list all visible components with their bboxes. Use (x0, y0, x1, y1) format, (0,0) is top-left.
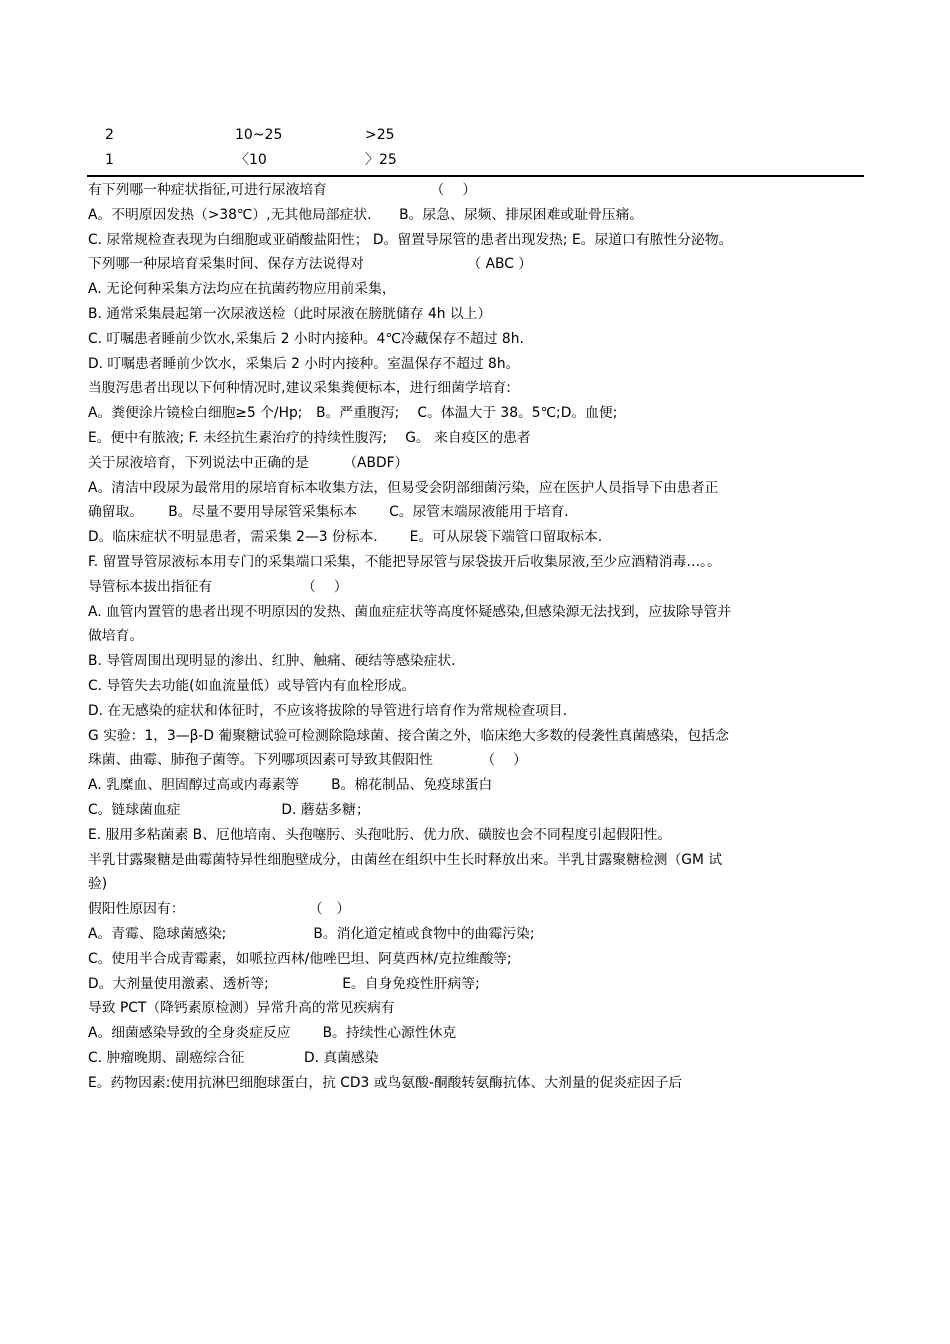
text-line: A. 无论何种采集方法均应在抗菌药物应用前采集， (88, 281, 396, 298)
document-body (88, 178, 866, 1095)
table-row (105, 148, 865, 173)
text-line: F. 留置导管尿液标本用专门的采集端口采集，不能把导尿管与尿袋拔开后收集尿液,至少应酒精消毒…。。 (88, 553, 721, 570)
text-line: B. 通常采集晨起第一次尿液送检（此时尿液在膀胱储存 4h 以上） (88, 305, 492, 322)
text-line: 验) (88, 876, 108, 893)
text-line: D。临床症状不明显患者，需采集 2—3 份标本. E。可从尿袋下端管口留取标本. (88, 529, 603, 546)
table-cell: 〈10 (235, 152, 267, 168)
table-cell: 10~25 (235, 127, 283, 143)
text-line: A。青霉、隐球菌感染; B。消化道定植或食物中的曲霉污染; (88, 925, 535, 942)
text-line: C。使用半合成青霉素，如哌拉西林/他唑巴坦、阿莫西林/克拉维酸等; (88, 950, 512, 967)
text-line: 假阳性原因有： （ ） (88, 901, 351, 918)
text-line: 关于尿液培育，下列说法中正确的是 （ABDF） (88, 454, 409, 471)
text-line: 珠菌、曲霉、肺孢子菌等。下列哪项因素可导致其假阳性 （ ） (88, 752, 527, 769)
text-line: C。链球菌血症 D. 蘑菇多糖； (88, 801, 370, 818)
text-line: E. 服用多粘菌素 B、厄他培南、头孢噻肟、头孢吡肟、优力欣、磺胺也会不同程度引起假阳性。 (88, 826, 672, 843)
text-line: C. 尿常规检查表现为白细胞或亚硝酸盐阳性； D。留置导尿管的患者出现发热; E。尿道口有脓性分泌物。 (88, 231, 733, 248)
text-line: 导致 PCT（降钙素原检测）异常升高的常见疾病有 (88, 1000, 395, 1017)
text-line: C. 叮嘱患者睡前少饮水,采集后 2 小时内接种。4℃冷藏保存不超过 8h. (88, 330, 524, 347)
text-line: C. 导管失去功能(如血流量低）或导管内有血栓形成。 (88, 677, 416, 694)
table-cell: 〉25 (365, 152, 397, 168)
text-line: D. 在无感染的症状和体征时，不应该将拔除的导管进行培育作为常规检查项目. (88, 702, 568, 719)
text-line: A。不明原因发热（>38℃）,无其他局部症状. B。尿急、尿频、排尿困难或耻骨压痛。 (88, 206, 644, 223)
text-line: A。粪便涂片镜检白细胞≥5 个/Hp; B。严重腹泻; C。体温大于 38。5℃;D。血便; (88, 405, 618, 422)
table-cell: 1 (105, 152, 114, 168)
text-line: G 实验：1，3—β-D 葡聚糖试验可检测除隐球菌、接合菌之外，临床绝大多数的侵袭性真菌感染，包括念 (88, 727, 729, 744)
text-line: 有下列哪一种症状指征,可进行尿液培育 （ ） (88, 182, 477, 198)
text-line: D. 叮嘱患者睡前少饮水，采集后 2 小时内接种。室温保存不超过 8h。 (88, 355, 520, 372)
text-line: E。便中有脓液; F. 未经抗生素治疗的持续性腹泻; G。 来自疫区的患者 (88, 429, 531, 446)
text-line: 做培育。 (88, 628, 144, 645)
table-row (105, 123, 865, 148)
text-line: A。细菌感染导致的全身炎症反应 B。持续性心源性休克 (88, 1025, 457, 1042)
text-line: E。药物因素:使用抗淋巴细胞球蛋白，抗 CD3 或鸟氨酸-酮酸转氨酶抗体、大剂量的促炎症因子后 (88, 1074, 683, 1091)
text-line: A. 血管内置管的患者出现不明原因的发热、菌血症症状等高度怀疑感染,但感染源无法找到，应拔除导管并 (88, 603, 732, 620)
text-line: 当腹泻患者出现以下何种情况时,建议采集粪便标本，进行细菌学培育: (88, 380, 511, 397)
text-line: 下列哪一种尿培育采集时间、保存方法说得对 （ ABC ） (88, 256, 533, 273)
text-line: A. 乳糜血、胆固醇过高或内毒素等 B。棉花制品、免疫球蛋白 (88, 777, 493, 794)
text-line: D。大剂量使用激素、透析等; E。自身免疫性肝病等; (88, 975, 480, 992)
score-table-fragment (105, 123, 865, 173)
text-line: B. 导管周围出现明显的渗出、红肿、触痛、硬结等感染症状. (88, 653, 456, 670)
text-line: 确留取。 B。尽量不要用导尿管采集标本 C。尿管末端尿液能用于培育. (88, 504, 569, 521)
table-cell: 2 (105, 127, 114, 143)
table-cell: >25 (365, 127, 395, 143)
text-line: 导管标本拔出指征有 （ ） (88, 578, 348, 595)
text-line: C. 肿瘤晚期、副癌综合征 D. 真菌感染 (88, 1049, 379, 1066)
text-line: 半乳甘露聚糖是曲霉菌特异性细胞壁成分，由菌丝在组织中生长时释放出来。半乳甘露聚糖检测（GM 试 (88, 851, 723, 868)
table-bottom-rule (87, 175, 864, 177)
text-line: A。清洁中段尿为最常用的尿培育标本收集方法，但易受会阴部细菌污染，应在医护人员指导下由患者正 (88, 479, 719, 496)
